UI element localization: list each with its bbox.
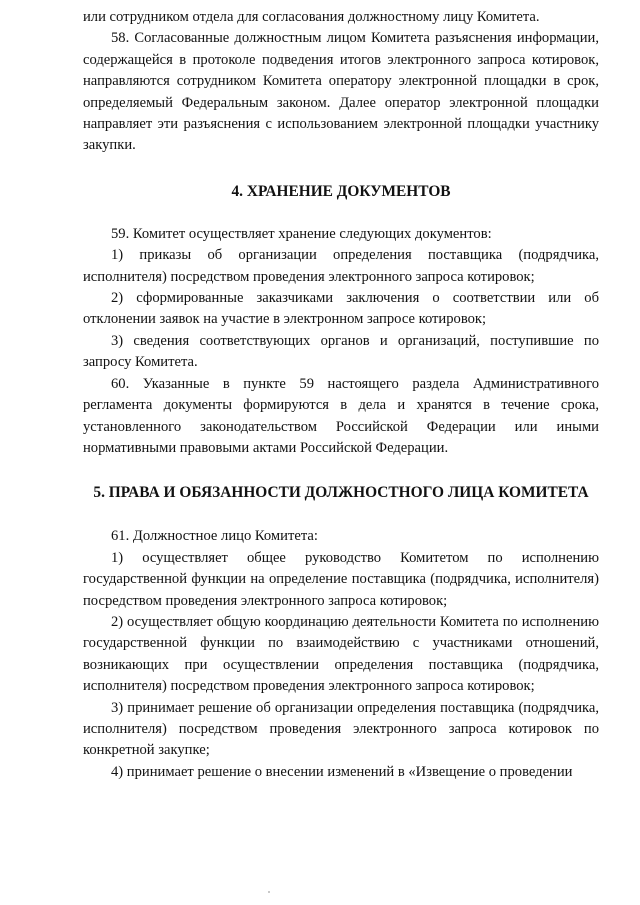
paragraph-59-item-1: 1) приказы об организации определения поставщика (подрядчика, исполнителя) посредством проведения электронного запроса котировок; xyxy=(83,247,599,285)
paragraph-61-item-2: 2) осуществляет общую координацию деятельности Комитета по исполнению государственной функции по взаимодействию с участниками отношений, возникающих при осуществлении определения поставщика (подрядчика, исполнителя) посредством проведения электронного запроса котировок; xyxy=(83,613,599,695)
paragraph-61-item-4: 4) принимает решение о внесении изменений в «Извещение о проведении xyxy=(111,763,573,780)
paragraph-continuation: или сотрудником отдела для согласования должностному лицу Комитета. xyxy=(83,9,540,25)
paragraph-59-item-3: 3) сведения соответствующих органов и организаций, поступившие по запросу Комитета. xyxy=(83,332,599,371)
paragraph-61: 61. Должностное лицо Комитета: xyxy=(111,528,318,545)
section-4-title: 4. ХРАНЕНИЕ ДОКУМЕНТОВ xyxy=(231,182,451,200)
paragraph-58: 58. Согласованные должностным лицом Комитета разъяснения информации, содержащейся в протоколе подведения итогов электронного запроса котировок, направляются сотрудником Комитета оператору электронной площадки в срок, определяемый Федеральным законом. Далее оператор электронной площадки направляет эти разъяснения с использованием электронной площадки участнику закупки. xyxy=(83,30,599,154)
section-4-heading-block xyxy=(83,181,599,202)
section-5-heading-block xyxy=(83,482,599,503)
paragraph-59: 59. Комитет осуществляет хранение следующих документов: xyxy=(111,225,492,242)
paragraph-60: 60. Указанные в пункте 59 настоящего раздела Административного регламента документы формируются в дела и хранятся в течение срока, установленного законодательством Российской Федерации или иными нормативными правовыми актами Российской Федерации. xyxy=(83,375,599,456)
paragraph-59-item-2: 2) сформированные заказчиками заключения о соответствии или об отклонении заявок на участие в электронном запросе котировок; xyxy=(83,290,599,328)
paragraph-61-item-1: 1) осуществляет общее руководство Комитетом по исполнению государственной функции на определение поставщика (подрядчика, исполнителя) посредством проведения электронного запроса котировок; xyxy=(83,549,599,609)
document-body xyxy=(83,7,599,783)
section-5-title: 5. ПРАВА И ОБЯЗАННОСТИ ДОЛЖНОСТНОГО ЛИЦА КОМИТЕТА xyxy=(93,484,589,502)
scan-artifact xyxy=(268,891,270,893)
paragraph-61-item-3: 3) принимает решение об организации определения поставщика (подрядчика, исполнителя) посредством проведения электронного запроса котировок по конкретной закупке; xyxy=(83,699,599,759)
